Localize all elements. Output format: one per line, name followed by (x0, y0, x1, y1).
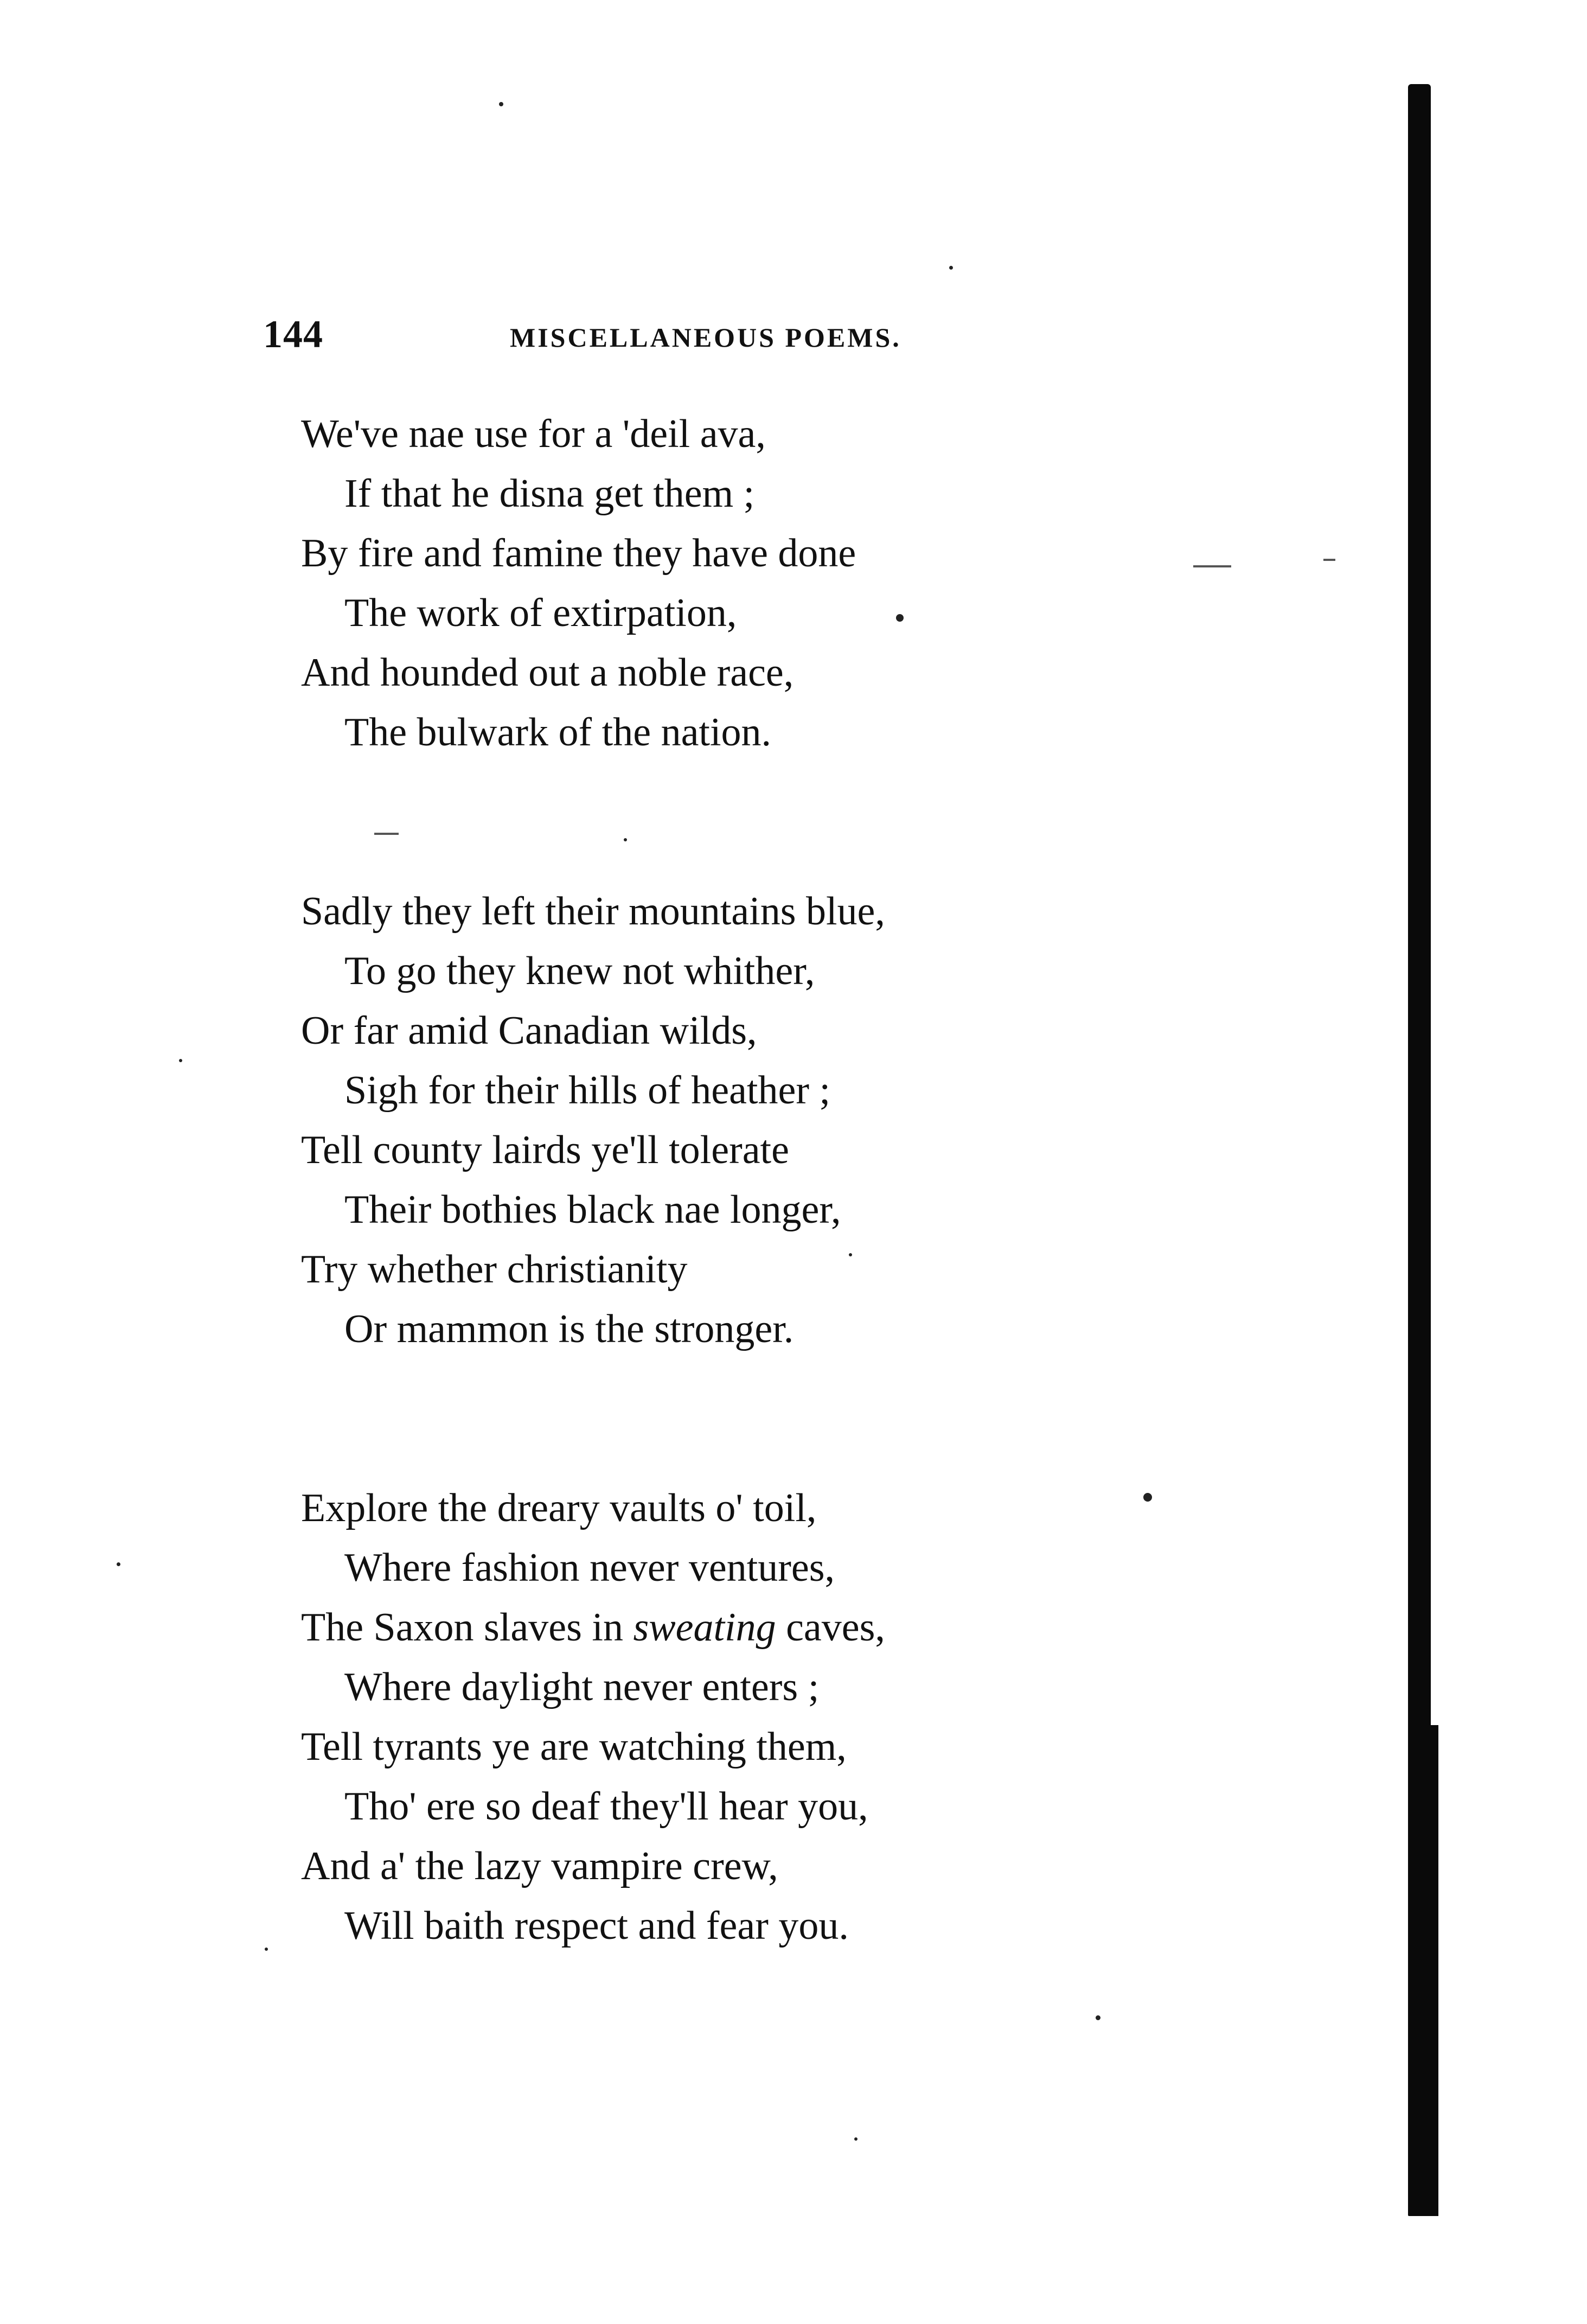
poem-line: Sigh for their hills of heather ; (344, 1068, 831, 1113)
poem-line: Will baith respect and fear you. (344, 1904, 849, 1948)
scan-speck (849, 1253, 852, 1256)
stanza-2 (301, 882, 1060, 1359)
page-header (263, 312, 963, 366)
poem-line: Or mammon is the stronger. (344, 1307, 794, 1351)
poem-line: If that he disna get them ; (344, 471, 755, 516)
running-head: MISCELLANEOUS POEMS. (510, 322, 901, 353)
scan-speck (265, 1948, 268, 1951)
scan-speck (117, 1562, 120, 1566)
poem-line: By fire and famine they have done (301, 531, 856, 576)
poem-body (301, 404, 1060, 2075)
poem-line: And hounded out a noble race, (301, 650, 794, 695)
scan-speck (896, 614, 904, 622)
poem-line: Tell county lairds ye'll tolerate (301, 1128, 789, 1172)
poem-line: Where fashion never ventures, (344, 1546, 835, 1590)
scan-speck (949, 266, 953, 270)
scan-speck (854, 2137, 858, 2141)
poem-line: To go they knew not whither, (344, 949, 815, 993)
page-edge-shadow-lower (1428, 1725, 1438, 2216)
poem-line: We've nae use for a 'deil ava, (301, 412, 766, 456)
stanza-3 (301, 1478, 1060, 1956)
scan-speck (179, 1059, 182, 1062)
scan-speck (1143, 1493, 1152, 1502)
poem-line: And a' the lazy vampire crew, (301, 1844, 778, 1888)
poem-line: Their bothies black nae longer, (344, 1187, 841, 1232)
poem-line: Explore the dreary vaults o' toil, (301, 1486, 817, 1530)
poem-line-italic: The Saxon slaves in sweating caves, (301, 1605, 885, 1650)
stanza-1 (301, 404, 1060, 762)
page-number: 144 (263, 312, 323, 356)
scan-speck (499, 102, 503, 106)
poem-line: Tell tyrants ye are watching them, (301, 1725, 847, 1769)
poem-line: Where daylight never enters ; (344, 1665, 820, 1709)
poem-line: The bulwark of the nation. (344, 710, 772, 755)
poem-line: Sadly they left their mountains blue, (301, 889, 885, 934)
scan-speck (1096, 2015, 1100, 2020)
italic-word: sweating (633, 1605, 776, 1650)
scan-speck (624, 838, 627, 841)
scan-mark (374, 833, 399, 835)
poem-line: Try whether christianity (301, 1247, 688, 1292)
poem-line: Tho' ere so deaf they'll hear you, (344, 1784, 868, 1829)
scan-mark (1323, 559, 1335, 561)
poem-line: Or far amid Canadian wilds, (301, 1008, 757, 1053)
scan-mark (1193, 565, 1231, 567)
poem-line: The work of extirpation, (344, 591, 737, 635)
